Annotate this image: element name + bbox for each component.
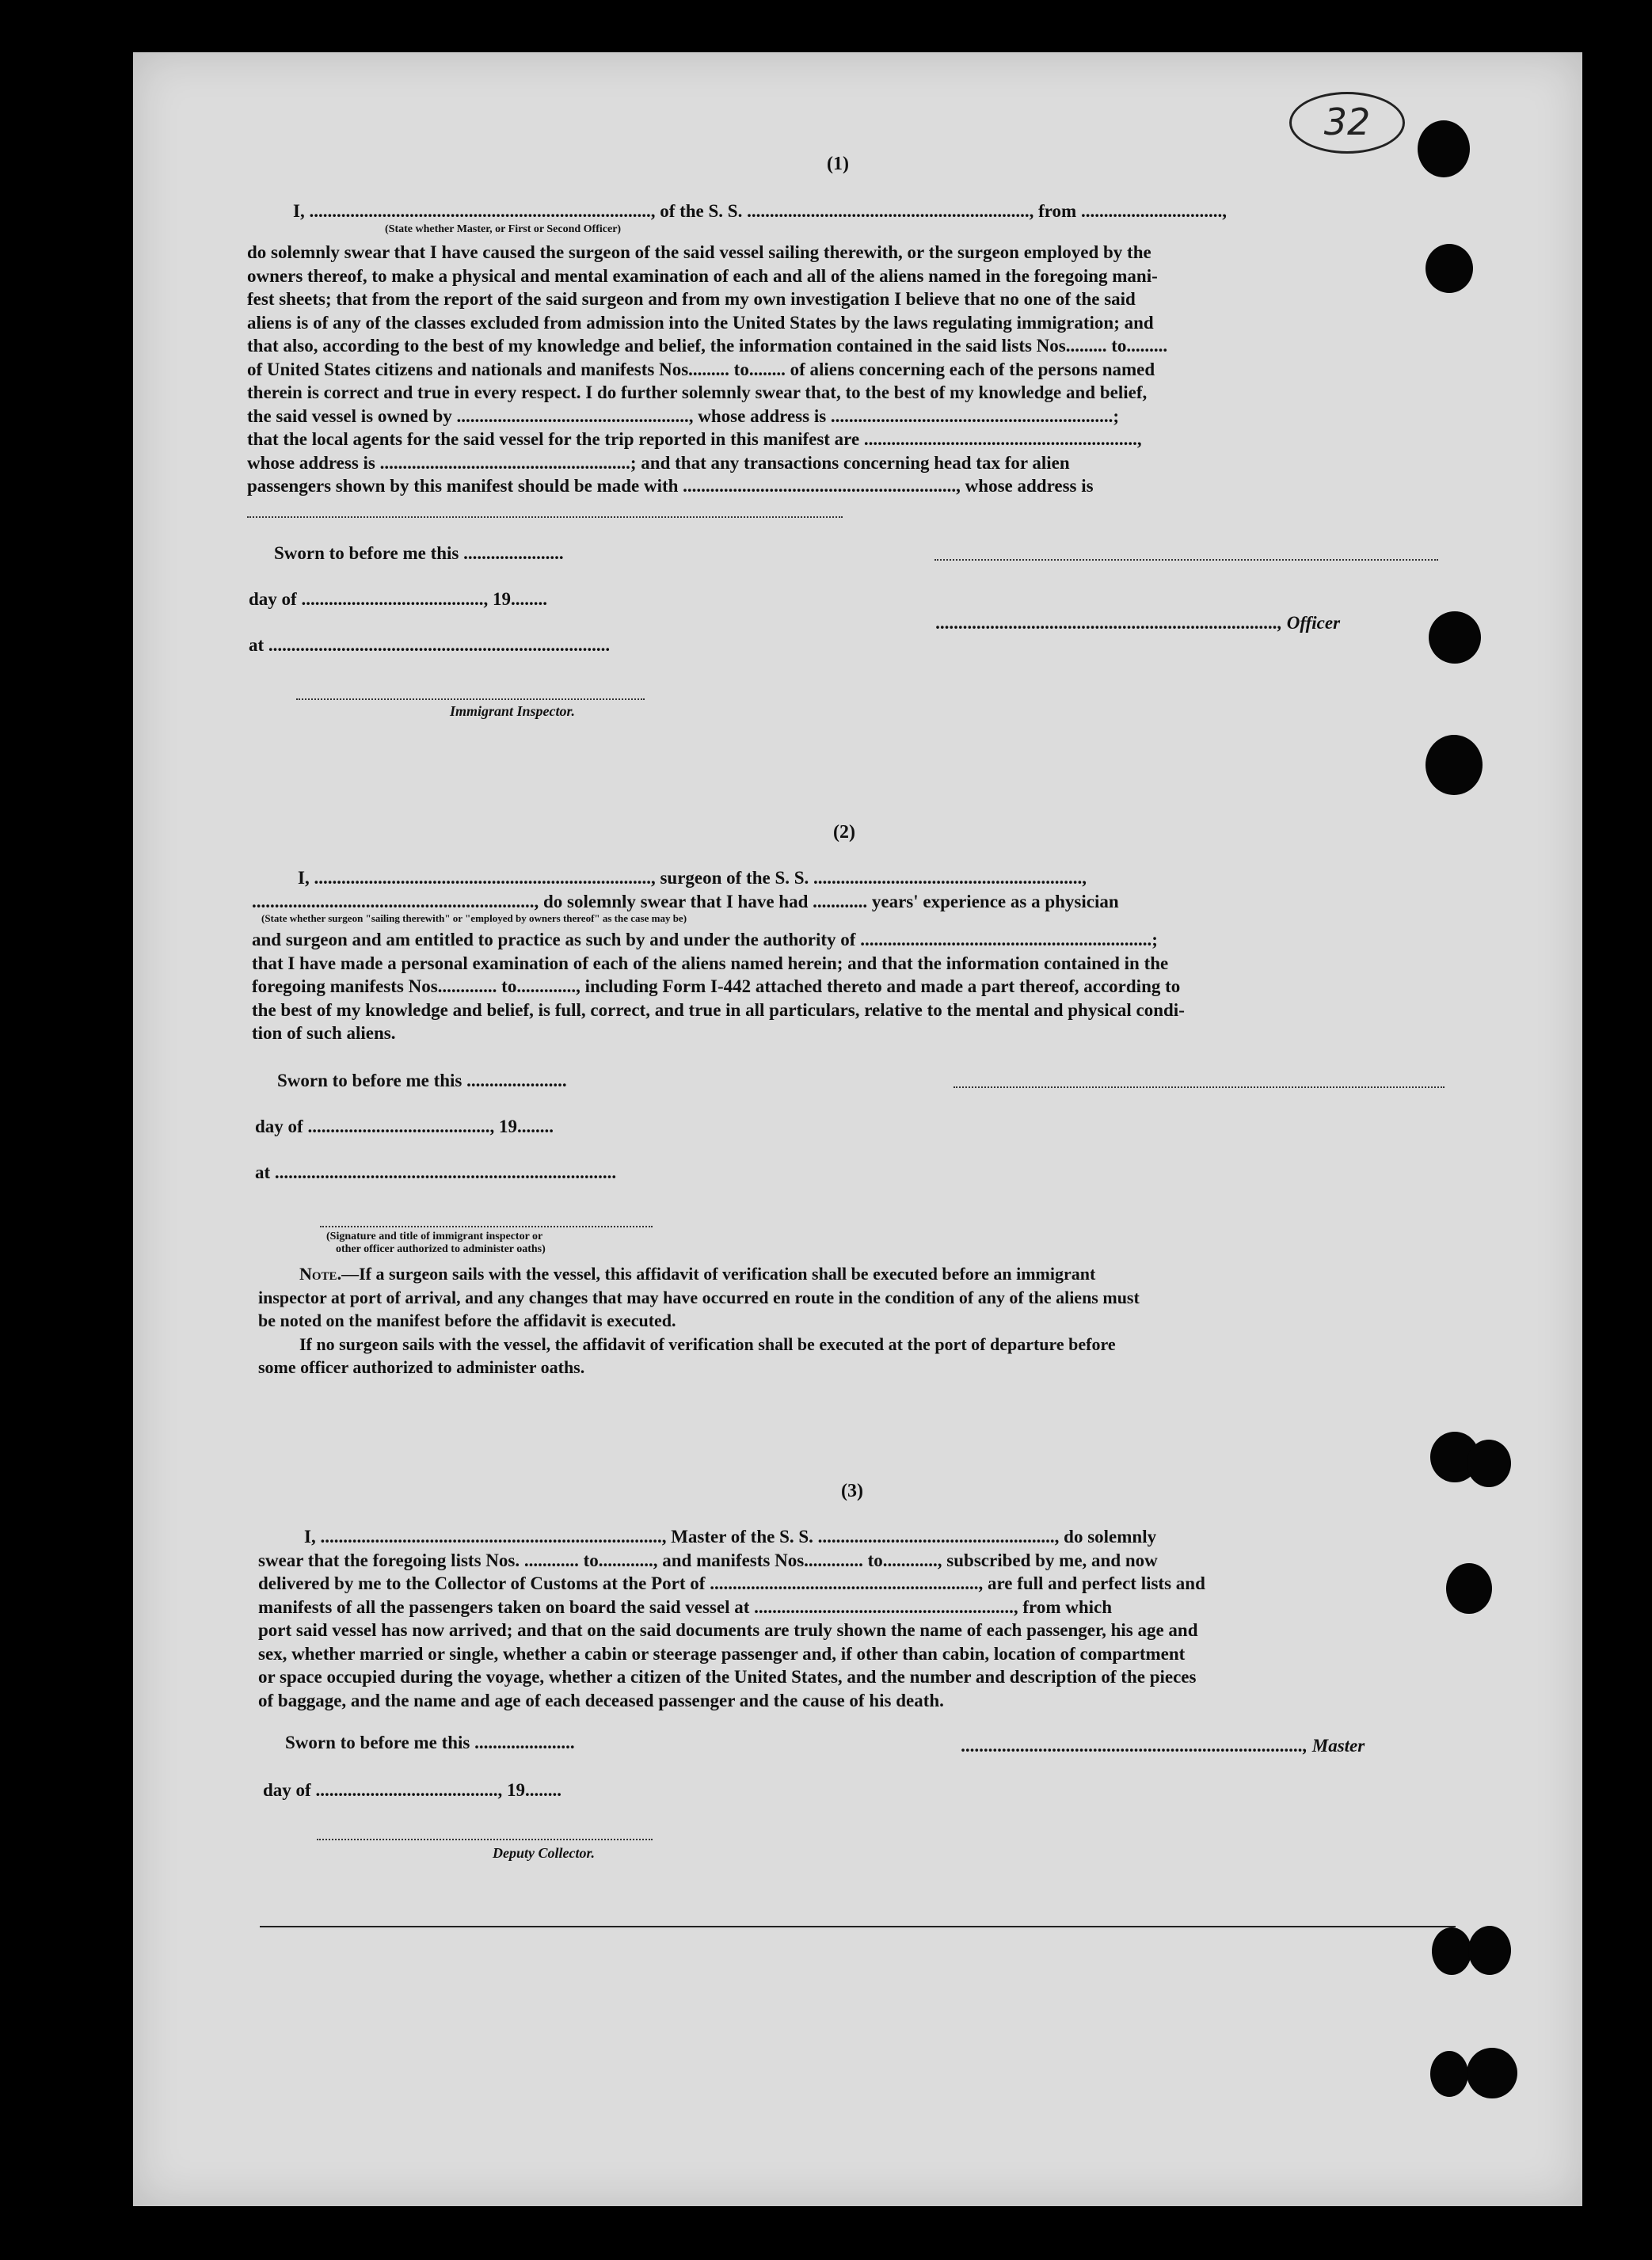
surgeon-caption: (State whether surgeon "sailing therewith" or "employed by owners thereof" as the case may be) <box>261 912 687 924</box>
at-line: at ........................................................................... <box>255 1162 617 1182</box>
signature-line <box>934 559 1438 561</box>
officer-signature: ..........................................................................., Officer <box>936 613 1341 633</box>
section2-body: and surgeon and am entitled to practice as such by and under the authority of ................................................................; that I have made a personal examination of each of the aliens named herein; and that the information contained in the foregoing manifests Nos............. to............., including Form I-442 attached thereto and made a part thereof, according to the best of my knowledge and belief, is full, correct, and true in all particulars, relative to the mental and physical condi- tion of such aliens. <box>252 930 1185 1043</box>
punch-hole <box>1467 1440 1511 1487</box>
signature-caption: (Signature and title of immigrant inspector or <box>326 1231 543 1242</box>
punch-hole <box>1429 611 1481 664</box>
inspector-signature-line <box>296 698 645 700</box>
signature-caption: other officer authorized to administer oaths) <box>336 1243 546 1255</box>
inspector-caption: Immigrant Inspector. <box>450 703 576 719</box>
sworn-line: Sworn to before me this ...................... <box>277 1071 567 1090</box>
section2-opening: I, .........................................................................., surgeon of the S. S. ..........................................................., .............................................................., do solemnly swear that I have had ............ years' experience as a physician <box>252 868 1119 911</box>
sworn-line: Sworn to before me this ...................... <box>274 543 564 563</box>
day-of-line: day of ........................................, 19........ <box>255 1117 554 1136</box>
section1-opening: I, ..........................................................................., of the S. S. .............................................................., from ..............................., <box>293 201 1227 221</box>
handwritten-page-number: 32 <box>1289 92 1405 154</box>
section-number: (3) <box>841 1481 863 1501</box>
punch-hole <box>1426 735 1483 795</box>
section1-body: do solemnly swear that I have caused the surgeon of the said vessel sailing therewith, or the surgeon employed by the owners thereof, to make a physical and mental examination of each and all of the aliens named in the foregoing mani- fest sheets; that from the report of the said surgeon and from my own investigation I believe that no one of the said aliens is of any of the classes excluded from admission into the United States by the laws regulating immigration; and that also, according to the best of my knowledge and belief, the information contained in the said lists Nos......... to......... of United States citizens and nationals and manifests Nos......... to........ of aliens concerning each of the persons named therein is correct and true in every respect. I do further solemnly swear that, to the best of my knowledge and belief, the said vessel is owned by ..................................................., whose address is ..............................................................; that the local agents for the said vessel for the trip reported in this manifest are ............................................................, whose address is .......................................................; and that any transactions concerning head tax for alien passengers shown by this manifest should be made with ............................................................, whose address is <box>247 242 1168 496</box>
officer-caption: (State whether Master, or First or Second Officer) <box>385 223 622 235</box>
at-line: at ........................................................................... <box>249 635 611 655</box>
punch-hole <box>1467 2048 1517 2098</box>
day-of-line: day of ........................................, 19........ <box>249 589 547 609</box>
punch-hole <box>1468 1926 1511 1975</box>
signature-line <box>954 1086 1445 1088</box>
collector-caption: Deputy Collector. <box>493 1845 595 1861</box>
punch-hole <box>1432 1927 1471 1975</box>
sworn-line: Sworn to before me this ...................... <box>285 1733 575 1752</box>
punch-hole <box>1430 2051 1468 2097</box>
punch-hole <box>1418 120 1470 177</box>
section-number: (1) <box>827 154 849 174</box>
signature-line <box>320 1226 653 1227</box>
section-number: (2) <box>833 822 855 843</box>
section3-body: I, ..........................................................................., Master of the S. S. ...................................................., do solemnly swear that the foregoing lists Nos. ............ to............, and manifests Nos............. to............, subscribed by me, and now delivered by me to the Collector of Customs at the Port of ..........................................................., are full and perfect lists and manifests of all the passengers taken on board the said vessel at ........................................................., from which port said vessel has now arrived; and that on the said documents are truly shown the name of each passenger, his age and sex, whether married or single, whether a cabin or steerage passenger and, if other than cabin, location of compartment or space occupied during the voyage, whether a citizen of the United States, and the number and description of the pieces of baggage, and the name and age of each deceased passenger and the cause of his death. <box>258 1527 1205 1710</box>
master-signature: ..........................................................................., Master <box>961 1736 1365 1756</box>
surgeon-note: Note.—If a surgeon sails with the vessel, this affidavit of verification shall be executed before an immigrant inspector at port of arrival, and any changes that may have occurred en route in the condition of any of the aliens must be noted on the manifest before the affidavit is executed. If no surgeon sails with the vessel, the affidavit of verification shall be executed at the port of departure before some officer authorized to administer oaths. <box>258 1264 1140 1377</box>
continuation-line <box>247 516 843 518</box>
day-of-line: day of ........................................, 19........ <box>263 1780 561 1800</box>
bottom-rule <box>260 1926 1456 1927</box>
collector-signature-line <box>317 1839 653 1840</box>
